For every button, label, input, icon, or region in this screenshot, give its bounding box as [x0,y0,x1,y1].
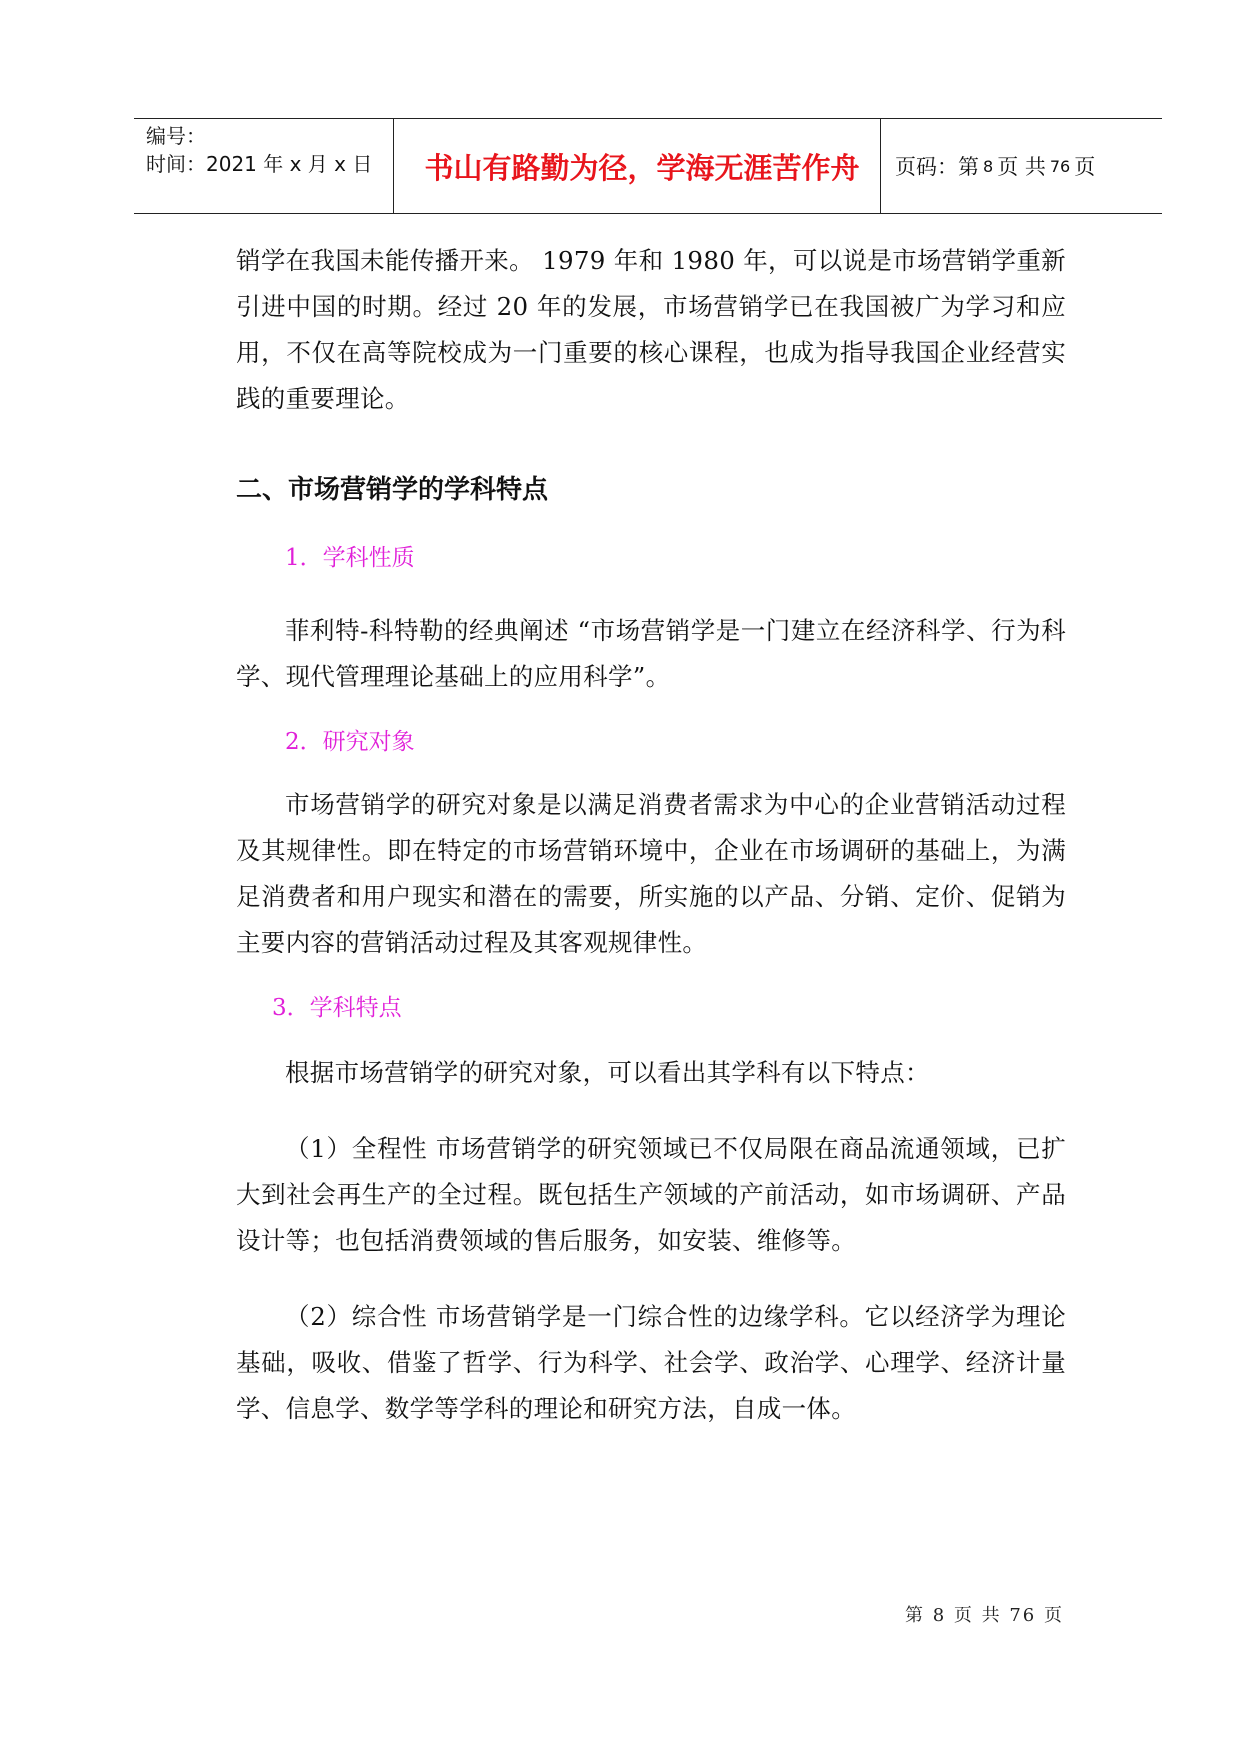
subheading-object: 2．研究对象 [285,729,415,755]
header-meta [134,119,394,213]
page-current: 8 [983,156,994,176]
paragraph-object: 市场营销学的研究对象是以满足消费者需求为中心的企业营销活动过程及其规律性。即在特定的市场营销环境中，企业在市场调研的基础上，为满足消费者和用户现实和潜在的需要，所实施的以产品、分销、定价、促销为主要内容的营销活动过程及其客观规律性。 [236,790,1066,957]
header-motto: 书山有路勤为径，学海无涯苦作舟 [394,119,881,213]
paragraph-intro: 销学在我国未能传播开来。 1979 年和 1980 年，可以说是市场营销学重新引进中国的时期。经过 20 年的发展，市场营销学已在我国被广为学习和应用，不仅在高等院校成为一门重要的核心课程，也成为指导我国企业经营实践的重要理论。 [236,246,1066,413]
page-suffix: 页 [1074,155,1096,179]
page-total: 76 [1049,156,1071,176]
paragraph-features-intro: 根据市场营销学的研究对象，可以看出其学科有以下特点： [285,1058,930,1087]
paragraph-nature: 菲利特-科特勒的经典阐述 “市场营销学是一门建立在经济科学、行为科学、现代管理理论基础上的应用科学”。 [236,616,1066,691]
serial-label: 编号： [146,124,206,148]
page-header [134,118,1162,214]
time-label: 时间：2021 年 x 月 x 日 [146,152,373,176]
subheading-nature: 1．学科性质 [285,545,415,571]
document-body [236,238,1066,1432]
page-footer: 第 8 页 共 76 页 [905,1605,1064,1626]
paragraph-feature-2: （2）综合性 市场营销学是一门综合性的边缘学科。它以经济学为理论基础，吸收、借鉴了哲学、行为科学、社会学、政治学、心理学、经济计量学、信息学、数学等学科的理论和研究方法，自成一体。 [236,1302,1066,1423]
page-mid: 页 共 [997,155,1046,179]
paragraph-feature-1: （1）全程性 市场营销学的研究领域已不仅局限在商品流通领域，已扩大到社会再生产的全过程。既包括生产领域的产前活动，如市场调研、产品设计等；也包括消费领域的售后服务，如安装、维修等。 [236,1134,1066,1255]
page-prefix: 页码：第 [895,155,979,179]
header-page-number [881,119,1162,213]
section-heading: 二、市场营销学的学科特点 [236,475,549,505]
subheading-features: 3．学科特点 [272,995,402,1021]
